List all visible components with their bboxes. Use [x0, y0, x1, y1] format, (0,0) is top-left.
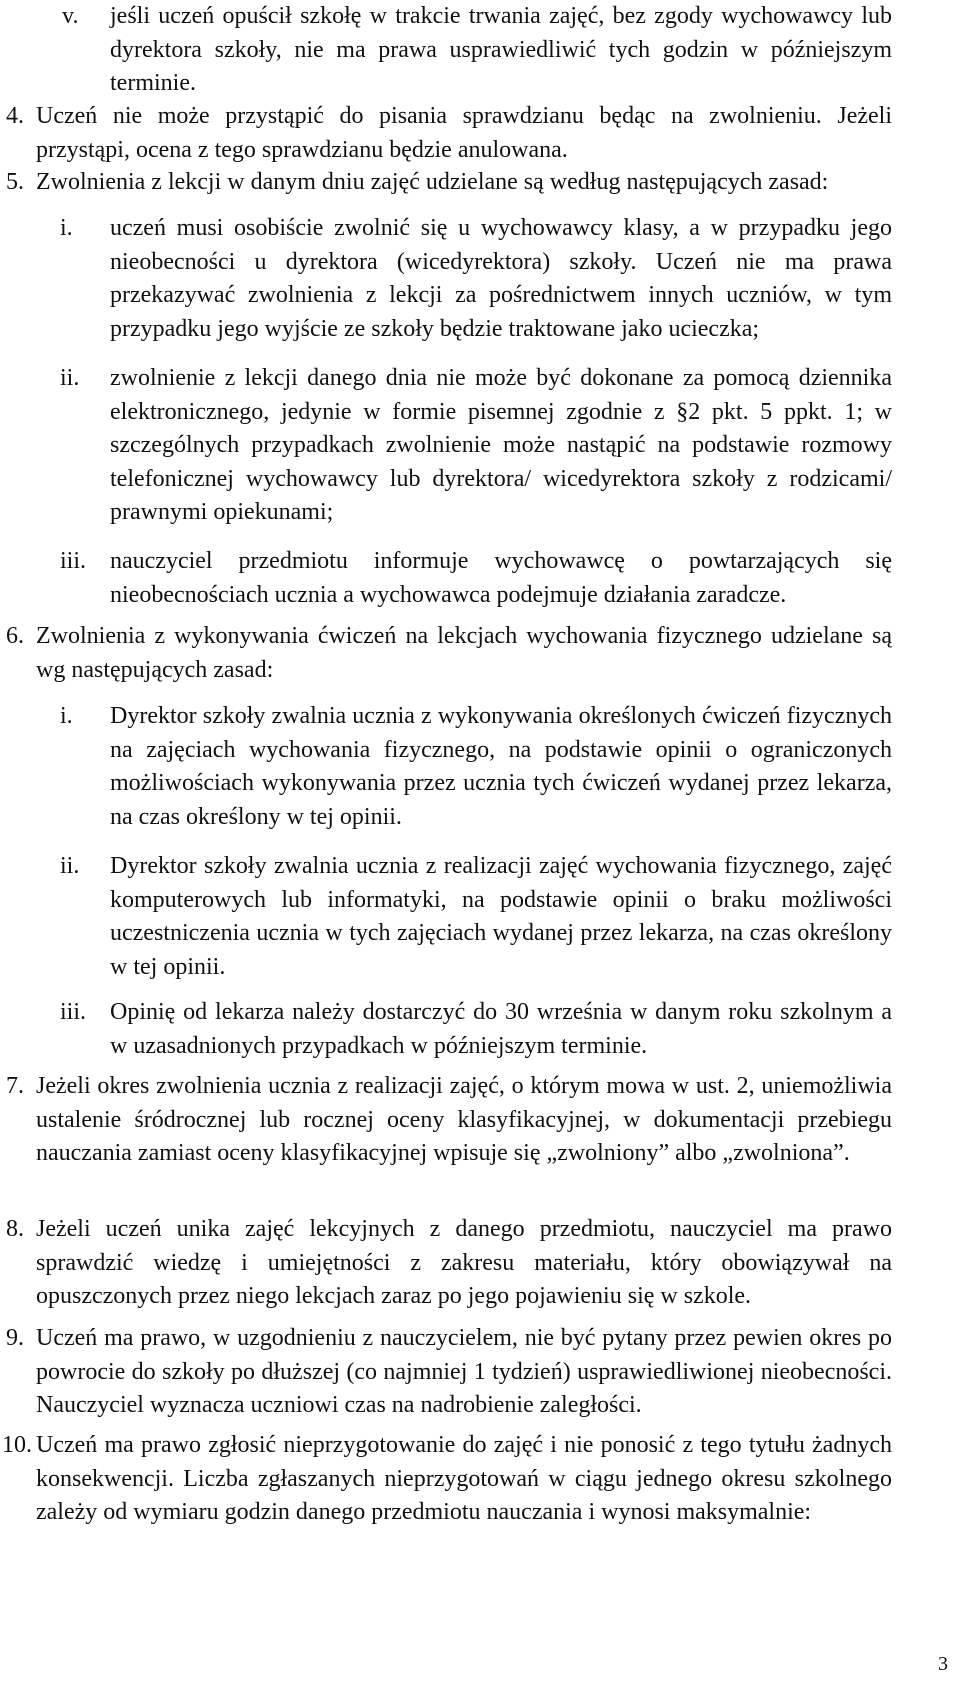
list-item-text: zwolnienie z lekcji danego dnia nie może być dokonane za pomocą dziennika elektronicznego, jedynie w formie pisemnej zgodnie z §2 pkt. 5 ppkt. 1; w szczególnych przypadkach zwolnienie może nastąpić na podstawie rozmowy telefonicznej wychowawcy lub dyrektora/ wicedyrektora szkoły z rodzicami/ prawnymi opiekunami; — [110, 365, 892, 525]
list-marker: ii. — [60, 853, 80, 879]
list-item-text: nauczyciel przedmiotu informuje wychowawcę o powtarzających się nieobecnościach ucznia a wychowawca podejmuje działania zaradcze. — [110, 548, 892, 608]
list-item-text: Uczeń ma prawo zgłosić nieprzygotowanie do zajęć i nie ponosić z tego tytułu żadnych konsekwencji. Liczba zgłaszanych nieprzygotowań w ciągu jednego okresu szkolnego zależy od wymiaru godzin danego przedmiotu nauczania i wynosi maksymalnie: — [36, 1432, 892, 1525]
list-marker: ii. — [60, 365, 80, 391]
list-marker: iii. — [60, 999, 87, 1025]
list-marker: i. — [60, 215, 73, 241]
list-item-text: Zwolnienia z lekcji w danym dniu zajęć udzielane są według następujących zasad: — [36, 169, 829, 195]
list-item-text: jeśli uczeń opuścił szkołę w trakcie trwania zajęć, bez zgody wychowawcy lub dyrektora szkoły, nie ma prawa usprawiedliwić tych godzin w późniejszym terminie. — [110, 3, 892, 96]
list-marker: 4. — [6, 103, 24, 129]
list-marker: i. — [60, 703, 73, 729]
page-number: 3 — [938, 1653, 948, 1675]
list-item-text: Jeżeli uczeń unika zajęć lekcyjnych z danego przedmiotu, nauczyciel ma prawo sprawdzić wiedzę i umiejętności z zakresu materiału, który obowiązywał na opuszczonych przez niego lekcjach zaraz po jego pojawieniu się w szkole. — [36, 1216, 892, 1309]
list-item-text: Dyrektor szkoły zwalnia ucznia z wykonywania określonych ćwiczeń fizycznych na zajęciach wychowania fizycznego, na podstawie opinii o ograniczonych możliwościach wykonywania przez ucznia tych ćwiczeń wydanej przez lekarza, na czas określony w tej opinii. — [110, 703, 892, 830]
list-item-text: Zwolnienia z wykonywania ćwiczeń na lekcjach wychowania fizycznego udzielane są wg następujących zasad: — [36, 623, 892, 683]
list-marker: 5. — [6, 169, 24, 195]
list-marker: 8. — [6, 1216, 24, 1242]
list-marker: 7. — [6, 1073, 24, 1099]
list-marker: 9. — [6, 1325, 24, 1351]
list-marker: 6. — [6, 623, 24, 649]
list-item-text: Opinię od lekarza należy dostarczyć do 30 września w danym roku szkolnym a w uzasadnionych przypadkach w późniejszym terminie. — [110, 999, 892, 1059]
list-marker: iii. — [60, 548, 87, 574]
list-item-text: Uczeń nie może przystąpić do pisania sprawdzianu będąc na zwolnieniu. Jeżeli przystąpi, ocena z tego sprawdzianu będzie anulowana. — [36, 103, 892, 163]
list-item-text: Dyrektor szkoły zwalnia ucznia z realizacji zajęć wychowania fizycznego, zajęć komputerowych lub informatyki, na podstawie opinii o braku możliwości uczestniczenia ucznia w tych zajęciach wydanej przez lekarza, na czas określony w tej opinii. — [110, 853, 892, 980]
list-item-text: Uczeń ma prawo, w uzgodnieniu z nauczycielem, nie być pytany przez pewien okres po powrocie do szkoły po dłuższej (co najmniej 1 tydzień) usprawiedliwionej nieobecności. Nauczyciel wyznacza uczniowi czas na nadrobienie zaległości. — [36, 1325, 892, 1418]
list-item-text: Jeżeli okres zwolnienia ucznia z realizacji zajęć, o którym mowa w ust. 2, uniemożliwia ustalenie śródrocznej lub rocznej oceny klasyfikacyjnej, w dokumentacji przebiegu nauczania zamiast oceny klasyfikacyjnej wpisuje się „zwolniony” albo „zwolniona”. — [36, 1073, 892, 1166]
list-marker: 10. — [2, 1432, 32, 1458]
list-item-text: uczeń musi osobiście zwolnić się u wychowawcy klasy, a w przypadku jego nieobecności u dyrektora (wicedyrektora) szkoły. Uczeń nie ma prawa przekazywać zwolnienia z lekcji za pośrednictwem innych uczniów, w tym przypadku jego wyjście ze szkoły będzie traktowane jako ucieczka; — [110, 215, 892, 342]
list-marker: v. — [62, 3, 79, 29]
